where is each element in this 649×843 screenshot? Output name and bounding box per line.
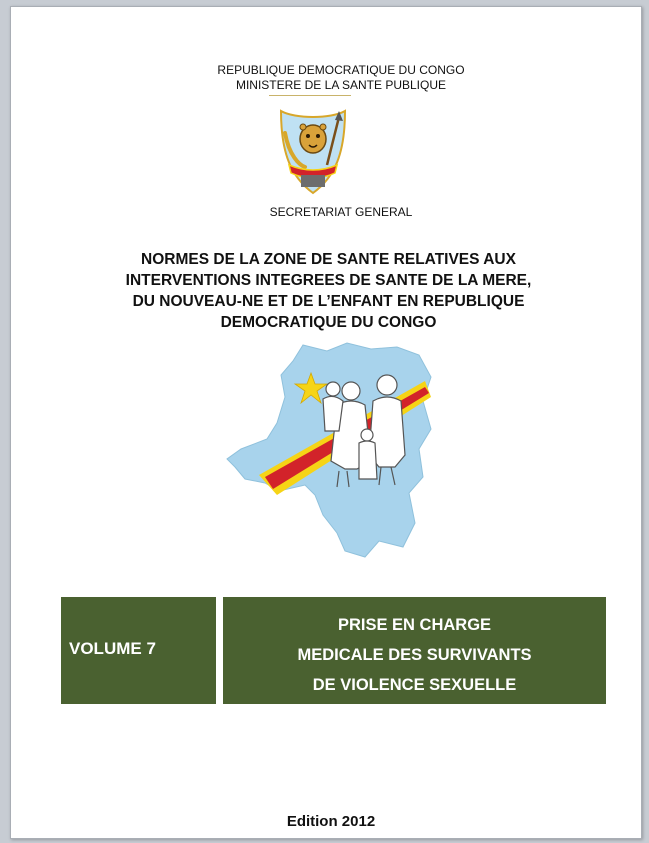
- title-line-4: DEMOCRATIQUE DU CONGO: [220, 314, 437, 331]
- edition-label: Edition 2012: [286, 813, 376, 830]
- title-line-2: INTERVENTIONS INTEGREES DE SANTE DE LA MERE,: [125, 272, 532, 289]
- volume-title-line-3: DE VIOLENCE SEXUELLE: [312, 676, 517, 694]
- republic-name: REPUBLIQUE DEMOCRATIQUE DU CONGO: [217, 63, 465, 77]
- volume-title-box: [223, 597, 606, 704]
- drc-map-family-icon: [219, 337, 449, 567]
- document-title: [101, 249, 556, 333]
- coat-of-arms-icon: [271, 103, 355, 195]
- volume-title-line-2: MEDICALE DES SURVIVANTS: [297, 646, 532, 664]
- title-line-1: NORMES DE LA ZONE DE SANTE RELATIVES AUX: [141, 251, 516, 268]
- ministry-name: MINISTERE DE LA SANTE PUBLIQUE: [235, 78, 447, 92]
- volume-box: [61, 597, 216, 704]
- volume-label: VOLUME 7: [69, 639, 156, 658]
- secretariat-general: SECRETARIAT GENERAL: [269, 205, 413, 219]
- header-divider: [269, 95, 351, 96]
- volume-title-line-1: PRISE EN CHARGE: [337, 616, 492, 634]
- title-line-3: DU NOUVEAU-NE ET DE L’ENFANT EN REPUBLIQUE: [132, 293, 525, 310]
- document-page: [10, 6, 642, 839]
